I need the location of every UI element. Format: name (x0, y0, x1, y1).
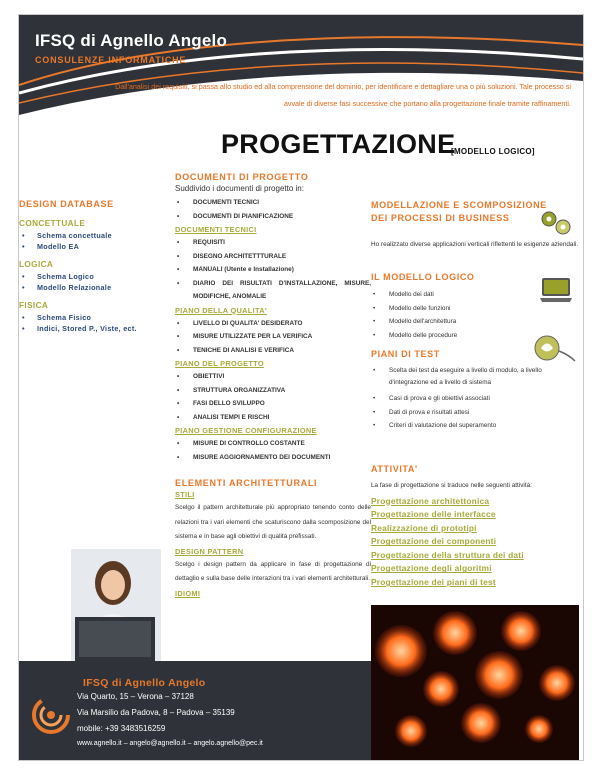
section-link-documenti-tecnici[interactable]: DOCUMENTI TECNICI (175, 225, 257, 234)
group-title: CONCETTUALE (19, 219, 86, 228)
section-link-piano-progetto[interactable]: PIANO DEL PROGETTO (175, 359, 264, 368)
list-item: • OBIETTIVI (175, 370, 371, 384)
docs-heading: DOCUMENTI DI PROGETTO (175, 172, 309, 182)
activity-link[interactable]: Progettazione dei piani di test (371, 577, 496, 588)
group-title: FISICA (19, 301, 49, 310)
activities-text: La fase di progettazione si traduce nelle seguenti attività: (371, 481, 532, 489)
left-column (19, 199, 169, 342)
group-list (19, 231, 169, 252)
arch-link-design-pattern[interactable]: DESIGN PATTERN (175, 546, 244, 556)
activity-link[interactable]: Progettazione della struttura dei dati (371, 549, 524, 560)
brand-subtitle: CONSULENZE INFORMATICHE (35, 55, 187, 65)
list-item: • Dati di prova e risultati attesi (371, 406, 579, 420)
brand-name: IFSQ di Agnello Angelo (35, 31, 228, 50)
list-item: • Modello dell'architettura (371, 315, 579, 329)
list-item: • TENICHE DI ANALISI E VERIFICA (175, 344, 371, 358)
test-plan-list (371, 365, 579, 433)
list-item: • FASI DELLO SVILUPPO (175, 397, 371, 411)
test-plan-heading: PIANI DI TEST (371, 349, 440, 359)
section-link-piano-configurazione[interactable]: PIANO GESTIONE CONFIGURAZIONE (175, 426, 317, 435)
arch-heading: ELEMENTI ARCHITETTURALI (175, 478, 318, 488)
arch-pattern-text: Scelgo i design pattern da applicare in fase di progettazione di dettaglio e sulla base delle interazioni tra i vari elementi architetturali. (175, 560, 371, 582)
footer-web-email[interactable]: www.agnello.it – angelo@agnello.it – angelo.agnello@pec.it (77, 740, 263, 747)
docs-list (175, 196, 371, 223)
list-item: • DIARIO DEI RISULTATI D'INSTALLAZIONE, MISURE, MODIFICHE, ANOMALIE (175, 277, 371, 304)
list-item: • Modello dei dati (371, 288, 579, 302)
bokeh-lights-image (371, 605, 579, 760)
list-item: • REQUISITI (175, 236, 371, 250)
list-item: • DISEGNO ARCHITETTTURALE (175, 250, 371, 264)
footer-contact (19, 661, 371, 760)
middle-column (175, 172, 371, 598)
list-item: • MISURE DI CONTROLLO COSTANTE (175, 437, 371, 451)
activity-link[interactable]: Progettazione delle interfacce (371, 509, 496, 520)
section-list (175, 236, 371, 304)
arch-link-stili[interactable]: STILI (175, 490, 195, 499)
section-list (175, 317, 371, 358)
list-item: • Criteri di valutazione del superamento (371, 419, 579, 433)
gears-icon (539, 209, 573, 237)
arch-stili-text: Scelgo il pattern architetturale più appropriato tenendo conto delle relazioni tra i vari elementi che scaturiscono dalla scomposizione del sistema e in base agli obiettivi di qualità prefissati. (175, 504, 371, 540)
list-item: • Casi di prova e gli obiettivi associati (371, 392, 579, 406)
mouse-icon (533, 333, 577, 363)
footer-address-verona: Via Quarto, 15 – Verona – 37128 (77, 692, 194, 701)
list-item: • STRUTTURA ORGANIZZATIVA (175, 384, 371, 398)
list-item: • MISURE AGGIORNAMENTO DEI DOCUMENTI (175, 451, 371, 465)
right-column (371, 199, 579, 590)
footer-address-padova: Via Marsilio da Padova, 8 – Padova – 35139 (77, 708, 235, 717)
section-list (175, 370, 371, 424)
activity-link[interactable]: Progettazione architettonica (371, 495, 490, 506)
list-item: • Modello Relazionale (19, 283, 169, 294)
list-item: • Scelta dei test da eseguire a livello di modulo, a livello d'integrazione ed a livello di sistema (371, 365, 579, 389)
modeling-heading: MODELLAZIONE E SCOMPOSIZIONE DEI PROCESSI DI BUSINESS (371, 200, 547, 223)
list-item: • MISURE UTILIZZATE PER LA VERIFICA (175, 330, 371, 344)
list-item: • Schema Logico (19, 272, 169, 283)
page-title: PROGETTAZIONE (221, 129, 456, 159)
title-row (19, 129, 583, 169)
activity-link[interactable]: Progettazione dei componenti (371, 536, 497, 547)
activity-link[interactable]: Realizzazione di prototipi (371, 522, 477, 533)
list-item: • Modello delle procedure (371, 329, 579, 343)
list-item: • Modello delle funzioni (371, 302, 579, 316)
list-item: • DOCUMENTI TECNICI (175, 196, 371, 210)
swirl-logo-icon (31, 695, 71, 735)
list-item: • LIVELLO DI QUALITA' DESIDERATO (175, 317, 371, 331)
list-item: • DOCUMENTI DI PIANIFICAZIONE (175, 210, 371, 224)
brochure-page (18, 14, 584, 761)
list-item: • Schema concettuale (19, 231, 169, 242)
footer-mobile: mobile: +39 3483516259 (77, 724, 166, 733)
section-list (175, 437, 371, 464)
woman-at-computer-photo (71, 549, 161, 661)
section-link-piano-qualita[interactable]: PIANO DELLA QUALITA' (175, 305, 267, 315)
activities-heading: ATTIVITA' (371, 463, 418, 474)
laptop-icon (539, 277, 573, 305)
design-database-heading: DESIGN DATABASE (19, 199, 114, 209)
group-title: LOGICA (19, 260, 54, 269)
header-banner (19, 15, 583, 147)
docs-lead: Suddivido i documenti di progetto in: (175, 184, 304, 193)
activity-link[interactable]: Progettazione degli algoritmi (371, 563, 492, 574)
list-item: • Indici, Stored P., Viste, ect. (19, 324, 169, 335)
group-list (19, 272, 169, 293)
intro-text: Dall'analisi dei requisiti, si passa allo studio ed alla comprensione del dominio, per identificare e dettagliare una o più soluzioni. Tale processo si avvale di diverse fasi successive che portano alla progettazione finale tramite raffinamenti. (115, 82, 571, 108)
list-item: • MANUALI (Utente e Installazione) (175, 263, 371, 277)
modeling-text: Ho realizzato diverse applicazioni verticali riflettenti le esigenze aziendali. (371, 241, 579, 248)
footer-brand: IFSQ di Agnello Angelo (83, 677, 206, 689)
page-subtitle: [MODELLO LOGICO] (451, 147, 535, 156)
group-list (19, 313, 169, 334)
list-item: • Schema Fisico (19, 313, 169, 324)
arch-link-idiomi[interactable]: IDIOMI (175, 588, 201, 598)
list-item: • Modello EA (19, 242, 169, 253)
logic-model-heading: IL MODELLO LOGICO (371, 272, 475, 282)
list-item: • ANALISI TEMPI E RISCHI (175, 411, 371, 425)
